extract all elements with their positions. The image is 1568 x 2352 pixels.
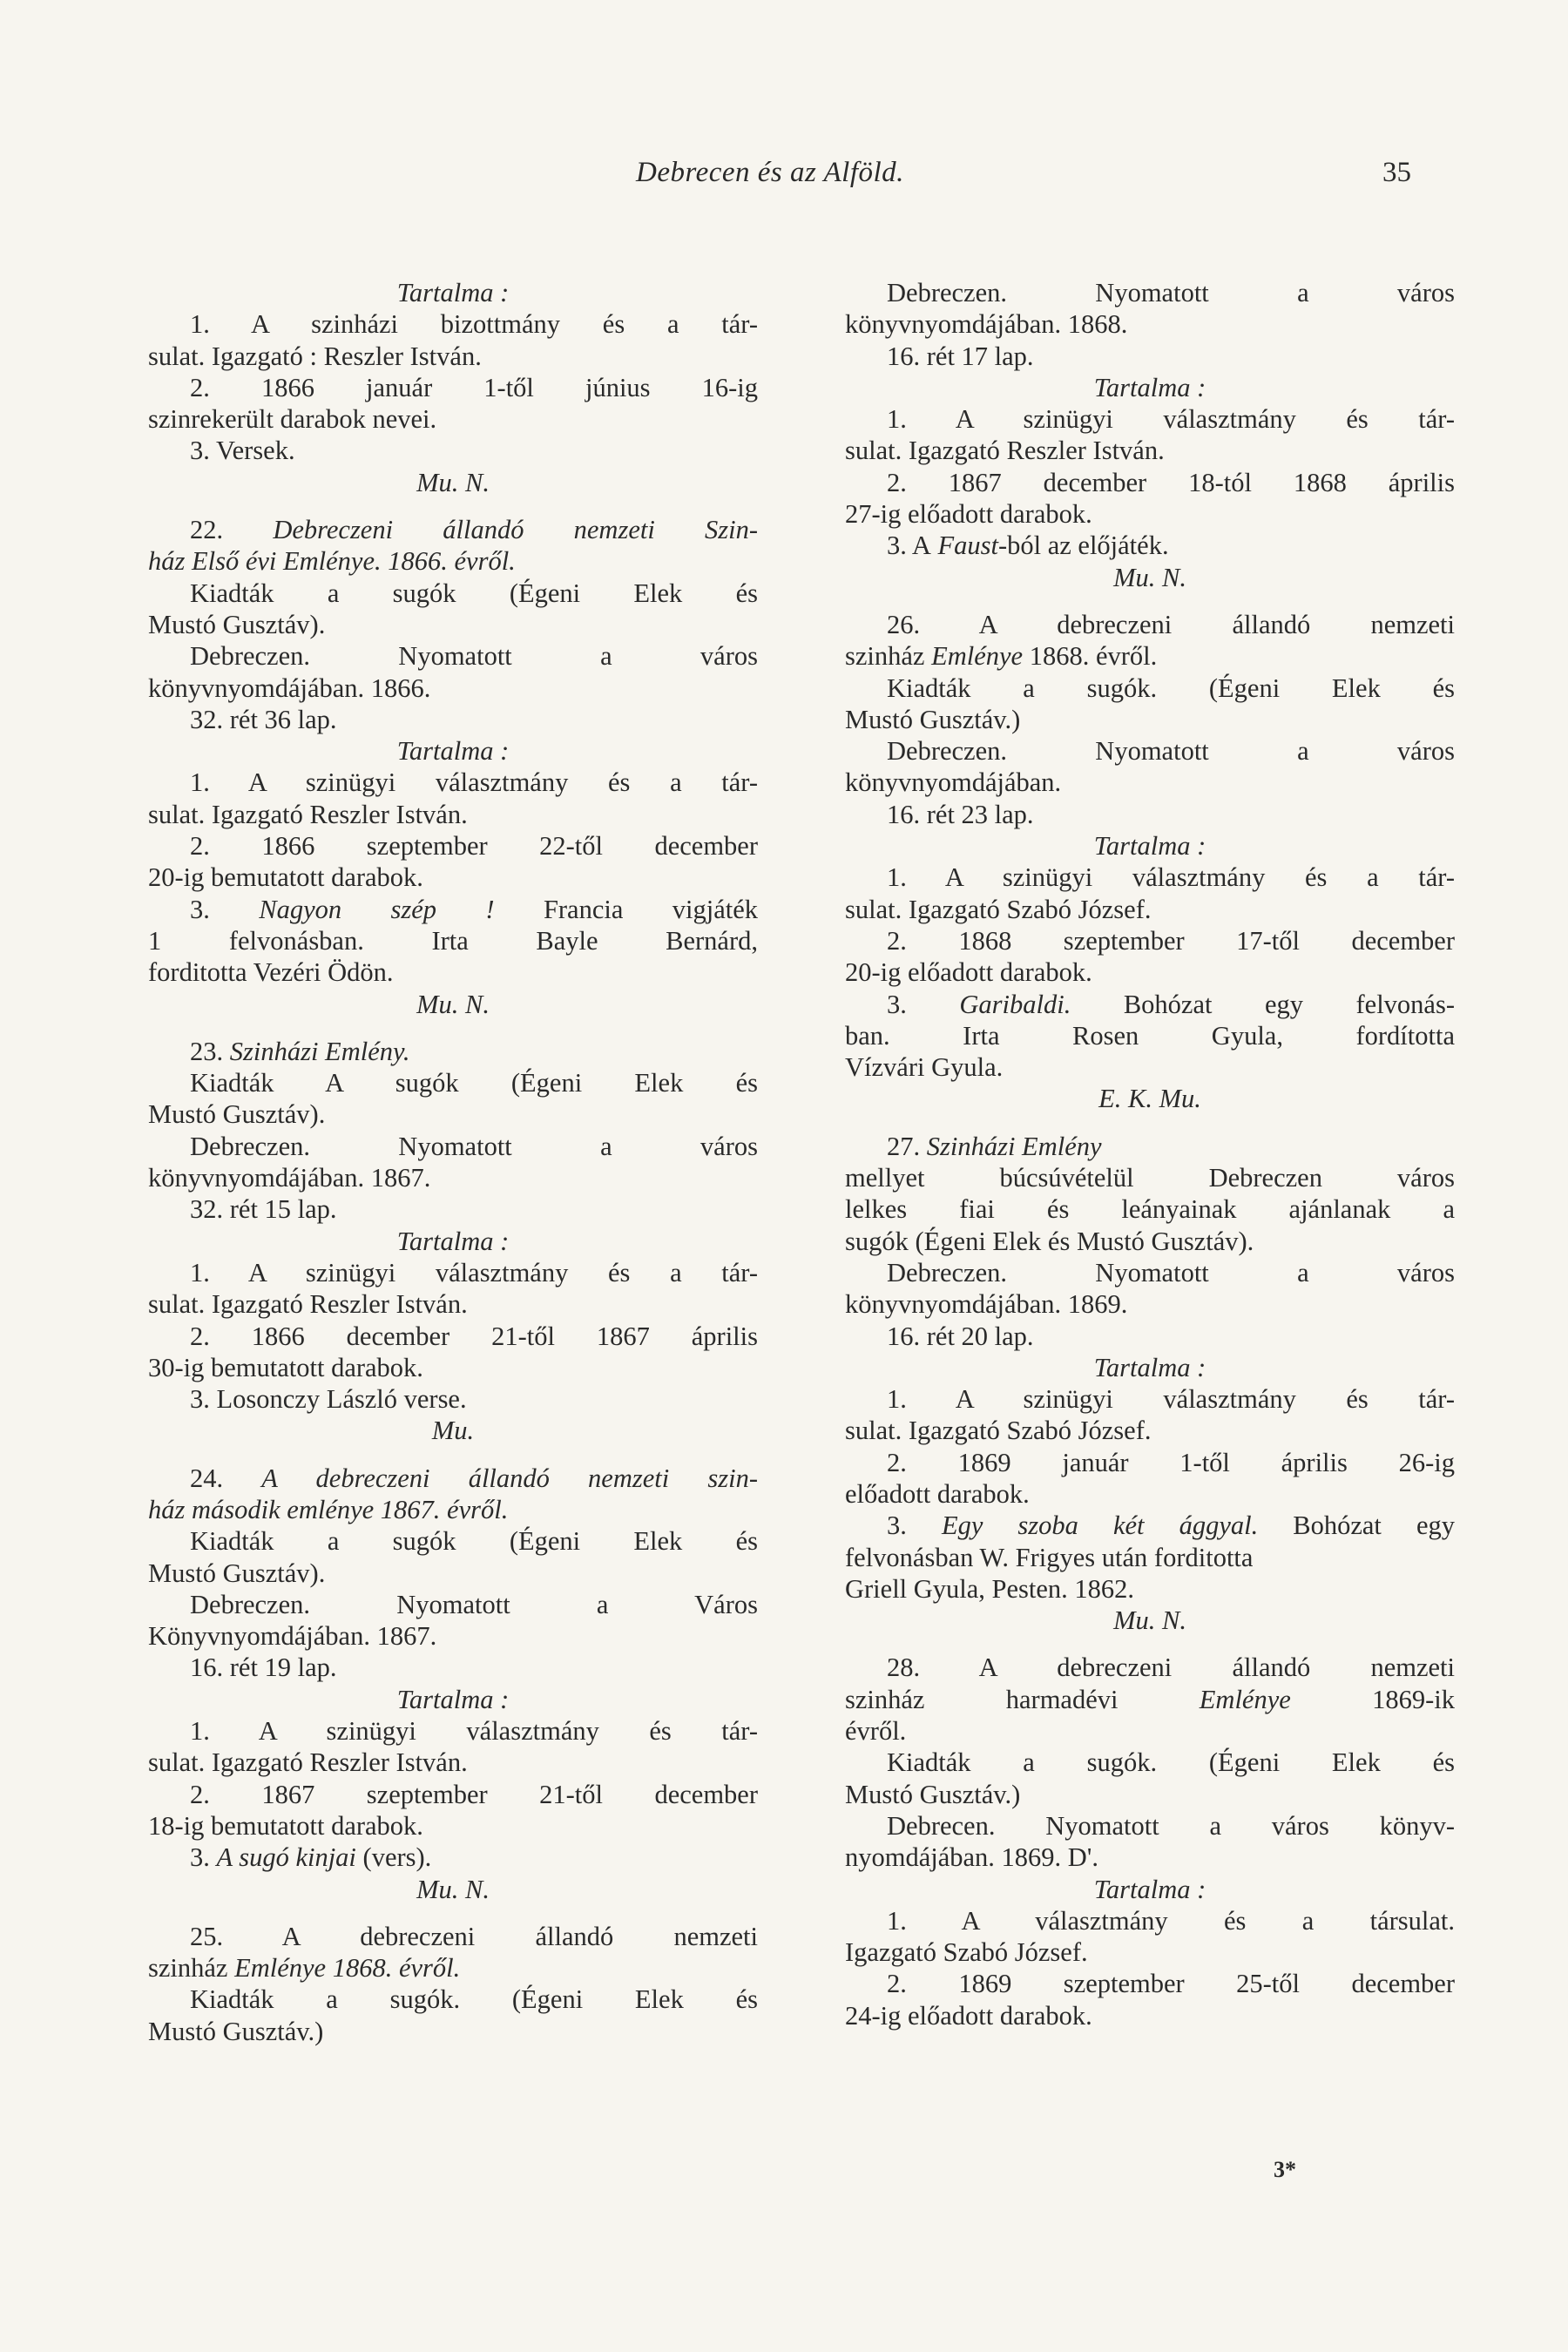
text-line: 20-ig előadott darabok. [845,957,1092,988]
text-line: 16. rét 20 lap. [887,1321,1034,1351]
text-line: 1 felvonásban. Irta Bayle Bernárd, [148,925,758,956]
text-line [845,530,1455,561]
text-fragment: -ból az előjáték. [997,531,1169,561]
page-number: 35 [1382,157,1411,188]
entry-title: Debreczeni állandó nemzeti Szin- [273,515,758,545]
text-line: 1. A szinügyi választmány és tár- [190,1716,758,1747]
text-line: 16. rét 23 lap. [887,799,1034,829]
text-line: 26. A debreczeni állandó nemzeti [887,609,1455,639]
item-number: 3. [190,894,210,924]
play-title: Faust [937,531,998,561]
text-fragment: szinház [845,641,925,672]
text-line: Mustó Gusztáv.) [148,2016,324,2046]
text-line: sulat. Igazgató Szabó József. [845,894,1152,924]
text-line: Debreczen. Nyomatott a Város [190,1589,758,1619]
text-line: Kiadták a sugók. (Égeni Elek és [190,1984,758,2015]
text-line: Mustó Gusztáv.) [845,704,1021,734]
text-line: 32. rét 36 lap. [190,704,337,734]
entry-number: 24. [190,1463,224,1493]
item-number: 3. [887,1511,907,1541]
text-line [845,989,1455,1020]
text-line: 28. A debreczeni állandó nemzeti [887,1652,1455,1683]
entry-number: 22. [190,515,224,545]
text-line: 1. A szinügyi választmány és tár- [887,1384,1455,1415]
contents-heading: Tartalma : [396,1226,510,1256]
text-line: 3. Losonczy László verse. [190,1384,467,1415]
entry-title: Szinházi Emlény. [229,1036,410,1066]
text-line: 2. 1869 január 1-től április 26-ig [887,1447,1455,1477]
text-line: Griell Gyula, Pesten. 1862. [845,1573,1135,1604]
text-fragment: 1869-ik [1372,1684,1455,1714]
text-line: forditotta Vezéri Ödön. [148,957,394,988]
text-line: Kiadták a sugók. (Égeni Elek és [887,672,1455,703]
text-line: 2. 1868 szeptember 17-től december [887,925,1455,956]
play-title: Egy szoba két ággyal. [941,1511,1259,1541]
text-line: Debreczen. Nyomatott a város [190,1131,758,1161]
text-line [148,894,758,925]
contents-heading: Tartalma : [1093,1352,1206,1382]
text-line [845,1510,1455,1541]
left-column [148,277,758,2047]
entry-title: Emlénye [931,641,1024,672]
text-fragment: Francia vigjáték [543,894,758,924]
text-line: könyvnyomdájában. 1869. [845,1289,1128,1320]
text-line: Vízvári Gyula. [845,1052,1004,1083]
play-title: Nagyon szép ! [259,894,495,924]
text-line: mellyet búcsúvételül Debreczen város [845,1163,1455,1193]
text-line: 25. A debreczeni állandó nemzeti [190,1921,758,1951]
text-fragment: 3. A [887,531,931,561]
text-line: 1. A szinházi bizottmány és a tár- [190,309,758,340]
text-line: sulat. Igazgató Szabó József. [845,1416,1152,1446]
text-line: 2. 1867 szeptember 21-től december [190,1779,758,1809]
text-line: Kiadták a sugók (Égeni Elek és [190,1526,758,1557]
contents-heading: Tartalma : [1093,1874,1206,1904]
text-line: 16. rét 19 lap. [190,1652,337,1683]
text-line: 2. 1869 szeptember 25-től december [887,1969,1455,1999]
entry-sigla: Mu. N. [1113,1605,1186,1636]
entry-title: Emlénye 1868. évről. [234,1953,461,1984]
text-line: Mustó Gusztáv). [148,1099,326,1130]
text-line: 1. A szinügyi választmány és a tár- [887,862,1455,893]
entry-title: ház második emlénye 1867. évről. [148,1494,509,1524]
text-line: 16. rét 17 lap. [887,341,1034,371]
text-line: 2. 1866 szeptember 22-től december [190,831,758,862]
text-line: 2. 1867 december 18-tól 1868 április [887,467,1455,497]
entry-title-line [148,1463,758,1494]
text-line: Mustó Gusztáv). [148,609,326,639]
play-title: A sugó kinjai [216,1842,356,1873]
entry-sigla: Mu. N. [1113,562,1186,592]
text-line: felvonásban W. Frigyes után forditotta [845,1542,1254,1572]
entry-title-line [845,1131,1455,1162]
text-line: 20-ig bemutatott darabok. [148,862,423,893]
text-line: 27-ig előadott darabok. [845,499,1092,530]
text-line: 2. 1866 január 1-től június 16-ig [190,372,758,402]
text-line: 3. Versek. [190,436,295,466]
contents-heading: Tartalma : [396,278,510,308]
text-line: Debreczen. Nyomatott a város [887,278,1455,308]
text-line: sulat. Igazgató Reszler István. [148,1289,468,1320]
text-line: könyvnyomdájában. [845,767,1062,798]
text-line [148,1952,758,1984]
text-line: Debreczen. Nyomatott a város [887,1257,1455,1288]
entry-number: 23. [190,1036,224,1066]
text-line: könyvnyomdájában. 1867. [148,1163,431,1193]
item-number: 3. [887,989,907,1019]
text-line: szinrekerült darabok nevei. [148,404,437,435]
entry-sigla: E. K. Mu. [1098,1084,1201,1114]
entry-number: 27. [887,1131,921,1161]
play-title: Garibaldi. [959,989,1071,1019]
text-line: 1. A szinügyi választmány és tár- [887,404,1455,435]
text-fragment: (vers). [362,1842,432,1873]
contents-heading: Tartalma : [1093,831,1206,862]
text-line: nyomdájában. 1869. D'. [845,1842,1098,1873]
text-line: Igazgató Szabó József. [845,1937,1088,1968]
text-line: 18-ig bemutatott darabok. [148,1810,423,1841]
text-line: Mustó Gusztáv.) [845,1779,1021,1809]
entry-title-line [148,514,758,545]
entry-title: A debreczeni állandó nemzeti szin- [261,1463,758,1493]
entry-sigla: Mu. N. [416,467,490,497]
text-line: évről. [845,1716,907,1747]
text-line: Könyvnyomdájában. 1867. [148,1621,437,1652]
contents-heading: Tartalma : [396,736,510,767]
entry-sigla: Mu. N. [416,1874,490,1904]
page-header [148,157,1411,200]
text-fragment: 1868. évről. [1029,641,1158,672]
text-line: 2. 1866 december 21-től 1867 április [190,1321,758,1351]
text-fragment: szinház [148,1953,228,1984]
text-line: Mustó Gusztáv). [148,1558,326,1588]
text-line: Kiadták a sugók (Égeni Elek és [190,578,758,608]
entry-title: Szinházi Emlény [926,1131,1102,1161]
text-line: sugók (Égeni Elek és Mustó Gusztáv). [845,1226,1254,1256]
running-title: Debrecen és az Alföld. [636,157,904,188]
entry-title: Emlénye [1199,1684,1291,1714]
text-fragment: Bohózat egy [1293,1511,1455,1541]
entry-title: ház Első évi Emlénye. 1866. évről. [148,546,516,577]
text-line: sulat. Igazgató : Reszler István. [148,341,482,371]
text-line: Debrecen. Nyomatott a város könyv- [887,1810,1455,1841]
text-line: sulat. Igazgató Reszler István. [148,799,468,829]
right-column [845,277,1455,2031]
text-line [845,640,1455,672]
text-fragment: Bohózat egy felvonás- [1123,989,1455,1019]
text-line: Debreczen. Nyomatott a város [887,736,1455,767]
entry-sigla: Mu. N. [416,989,490,1019]
entry-sigla: Mu. [431,1416,475,1446]
text-line: Kiadták A sugók (Égeni Elek és [190,1068,758,1098]
text-line: sulat. Igazgató Reszler István. [845,436,1165,466]
text-line: könyvnyomdájában. 1866. [148,672,431,703]
text-line: Debreczen. Nyomatott a város [190,641,758,672]
text-line: 1. A szinügyi választmány és a tár- [190,767,758,798]
text-line: 1. A szinügyi választmány és a tár- [190,1257,758,1288]
text-line: 32. rét 15 lap. [190,1194,337,1225]
item-number: 3. [190,1842,210,1873]
entry-title-line [148,1036,758,1067]
text-line: 24-ig előadott darabok. [845,2000,1092,2031]
text-fragment: szinház harmadévi [845,1684,1119,1714]
text-line [148,1842,758,1873]
text-line [845,1684,1455,1715]
contents-heading: Tartalma : [1093,372,1206,402]
signature-mark: 3* [1274,2157,1296,2182]
text-line: 30-ig bemutatott darabok. [148,1352,423,1382]
text-line: Kiadták a sugók. (Égeni Elek és [887,1747,1455,1778]
text-line: ban. Irta Rosen Gyula, fordította [845,1020,1455,1051]
text-line: 1. A választmány és a társulat. [887,1905,1455,1936]
text-line: lelkes fiai és leányainak ajánlanak a [845,1194,1455,1225]
text-line: előadott darabok. [845,1478,1030,1509]
text-line: sulat. Igazgató Reszler István. [148,1747,468,1778]
text-line: könyvnyomdájában. 1868. [845,309,1128,340]
contents-heading: Tartalma : [396,1684,510,1714]
